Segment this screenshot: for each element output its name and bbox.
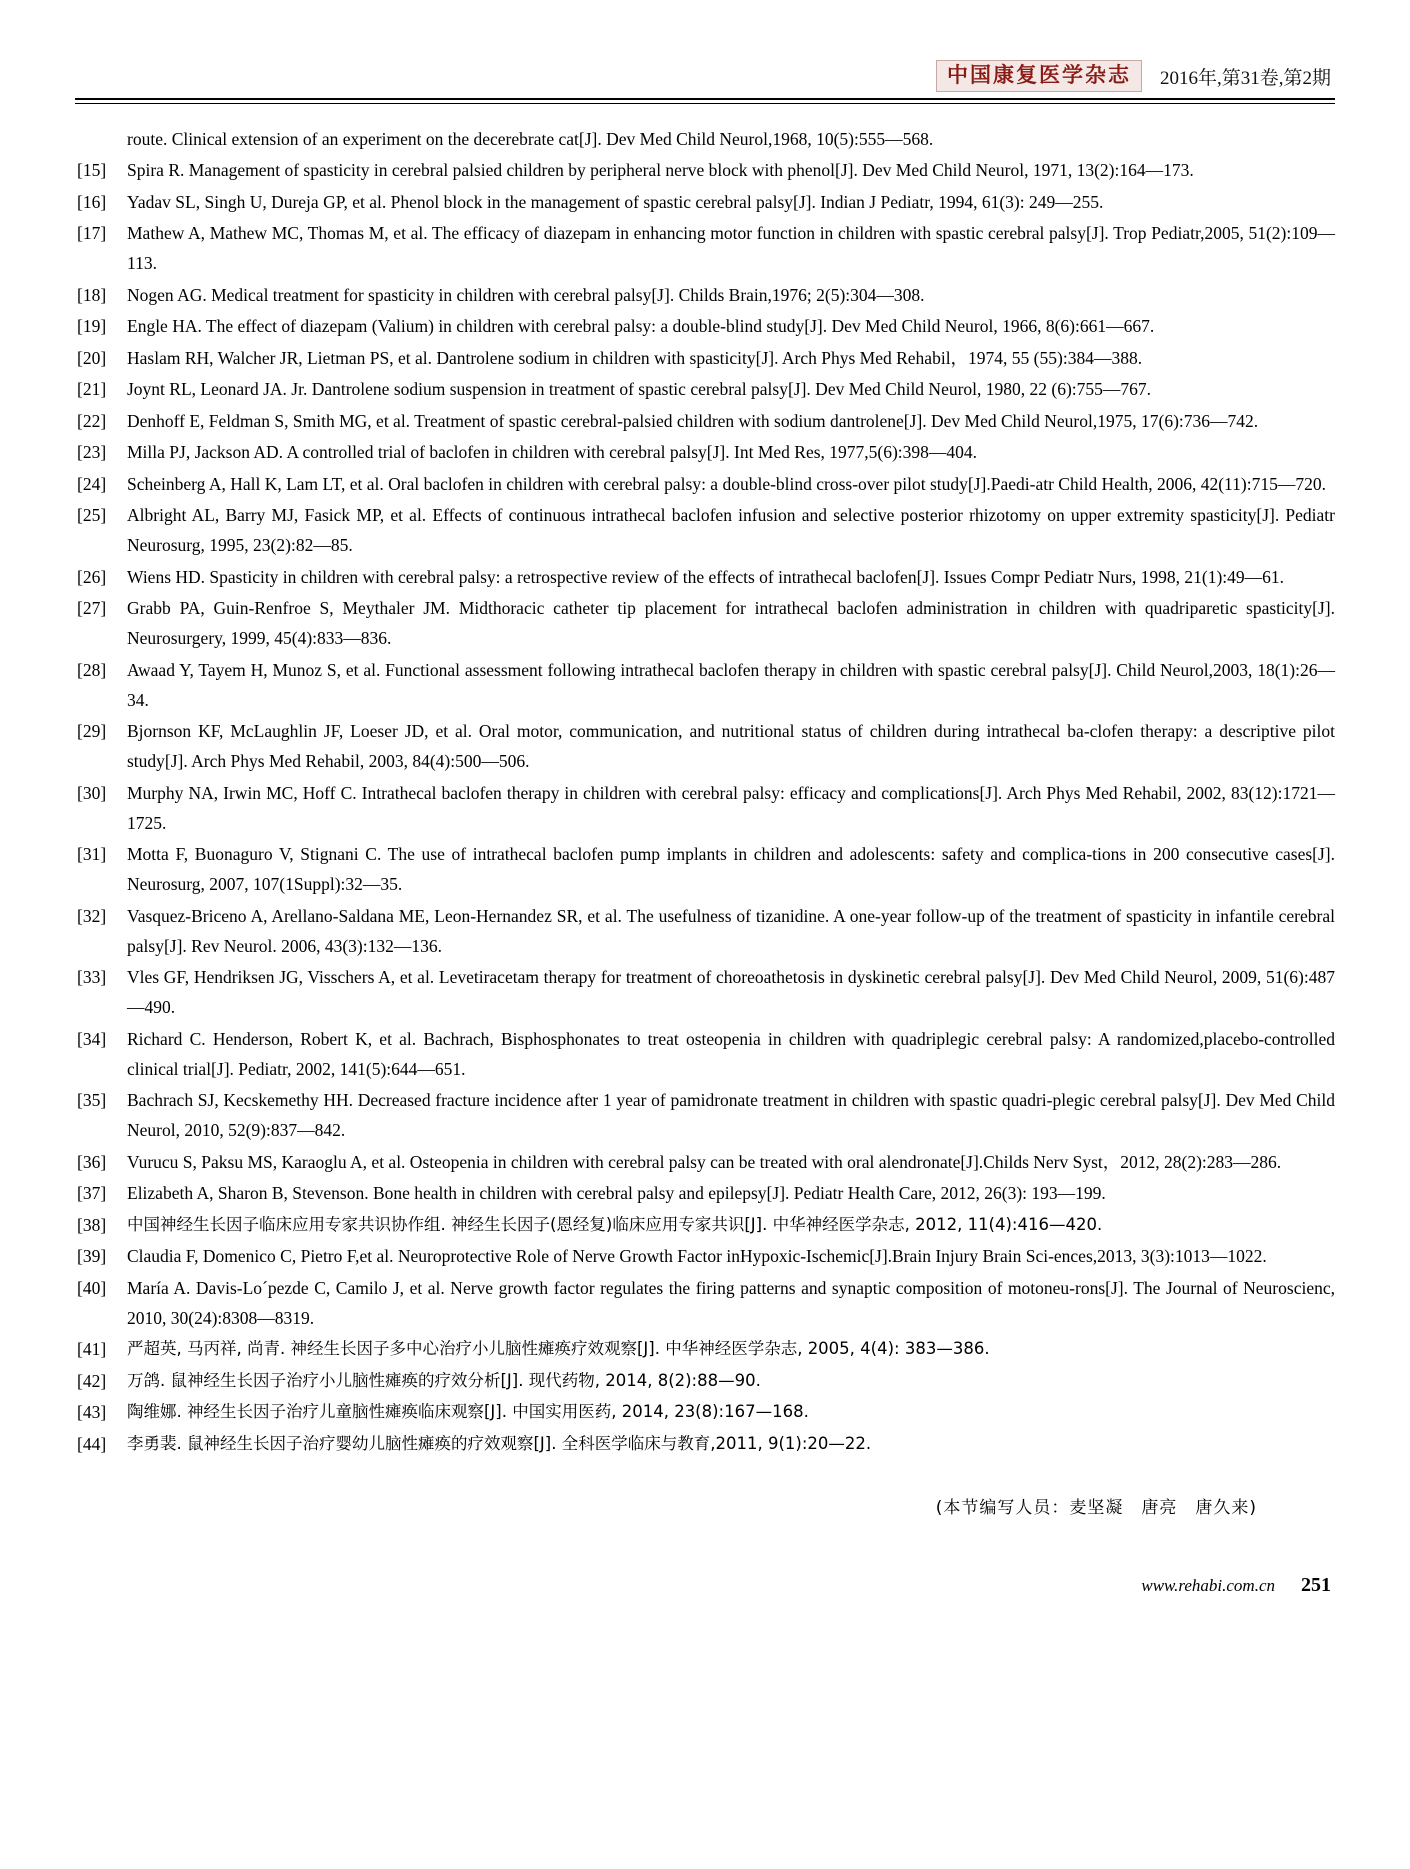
reference-text: Wiens HD. Spasticity in children with cerebral palsy: a retrospective review of the effects of intrathecal baclofen[J]. Issues Compr Pediatr Nurs, 1998, 21(1):49—61. [127,566,1285,587]
reference-item-34 [75,1024,1335,1084]
reference-number: [18] [77,284,107,305]
reference-text: Bachrach SJ, Kecskemethy HH. Decreased fracture incidence after 1 year of pamidronate treatment in children with spastic quadri-plegic cerebral palsy[J]. Dev Med Child Neurol, 2010, 52(9):837—842. [127,1090,1335,1140]
reference-text: route. Clinical extension of an experiment on the decerebrate cat[J]. Dev Med Child Neurol,1968, 10(5):555—568. [127,128,934,149]
reference-number: [19] [77,316,107,336]
reference-text: Haslam RH, Walcher JR, Lietman PS, et al. Dantrolene sodium in children with spasticity[J]. Arch Phys Med Rehabil，1974, 55 (55):384—388. [127,347,1143,368]
reference-text: Vasquez-Briceno A, Arellano-Saldana ME, Leon-Hernandez SR, et al. The usefulness of tizanidine. A one-year follow-up of the treatment of spasticity in infantile cerebral palsy[J]. Rev Neurol. 2006, 43(3):132—136. [127,905,1335,956]
reference-text: 严超英, 马丙祥, 尚青. 神经生长因子多中心治疗小儿脑性瘫痪疗效观察[J]. 中华神经医学杂志, 2005, 4(4): 383—386. [127,1339,990,1358]
reference-number: [32] [77,905,107,926]
reference-text: 陶维娜. 神经生长因子治疗儿童脑性瘫痪临床观察[J]. 中国实用医药, 2014, 23(8):167—168. [127,1402,809,1421]
reference-item-36 [75,1147,1335,1177]
reference-item-31 [75,839,1335,899]
reference-text: 万鸽. 鼠神经生长因子治疗小儿脑性瘫痪的疗效分析[J]. 现代药物, 2014, 8(2):88—90. [127,1370,761,1390]
reference-text: Claudia F, Domenico C, Pietro F,et al. Neuroprotective Role of Nerve Growth Factor inHypoxic-Ischemic[J].Brain Injury Brain Sci-ences,2013, 3(3):1013—1022. [127,1246,1267,1266]
reference-item-19 [75,311,1335,341]
reference-text: Vurucu S, Paksu MS, Karaoglu A, et al. Osteopenia in children with cerebral palsy can be treated with oral alendronate[J].Childs Nerv Syst，2012, 28(2):283—286. [127,1151,1282,1172]
reference-number: [29] [77,721,107,741]
reference-item-30 [75,778,1335,838]
reference-text: Vles GF, Hendriksen JG, Visschers A, et al. Levetiracetam therapy for treatment of choreoathetosis in dyskinetic cerebral palsy[J]. Dev Med Child Neurol, 2009, 51(6):487—490. [127,967,1335,1017]
header-rule-thick [75,98,1335,100]
reference-item-35 [75,1085,1335,1145]
reference-number: [25] [77,505,107,525]
reference-number: [16] [77,191,107,212]
reference-text: Motta F, Buonaguro V, Stignani C. The use of intrathecal baclofen pump implants in children and adolescents: safety and complica-tions in 200 consecutive cases[J]. Neurosurg, 2007, 107(1Suppl):32—35. [127,844,1335,894]
reference-number: [22] [77,410,107,431]
reference-item-43 [75,1397,1335,1427]
page-number: 251 [1301,1573,1331,1596]
reference-item-22 [75,406,1335,436]
page-footer [75,1574,1335,1597]
issue-info: 2016年,第31卷,第2期 [1159,68,1331,89]
reference-text: Joynt RL, Leonard JA. Jr. Dantrolene sodium suspension in treatment of spastic cerebral palsy[J]. Dev Med Child Neurol, 1980, 22 (6):755—767. [127,379,1152,399]
reference-item-40 [75,1273,1335,1333]
reference-text: Bjornson KF, McLaughlin JF, Loeser JD, et al. Oral motor, communication, and nutritional status of children during intrathecal ba-clofen therapy: a descriptive pilot study[J]. Arch Phys Med Rehabil, 2003, 84(4):500—506. [127,721,1335,771]
reference-number: [43] [77,1402,107,1422]
reference-text: Denhoff E, Feldman S, Smith MG, et al. Treatment of spastic cerebral-palsied children with sodium dantrolene[J]. Dev Med Child Neurol,1975, 17(6):736—742. [127,410,1259,431]
reference-text: Milla PJ, Jackson AD. A controlled trial of baclofen in children with cerebral palsy[J]. Int Med Res, 1977,5(6):398—404. [127,442,978,462]
reference-item-41 [75,1334,1335,1364]
reference-text: Yadav SL, Singh U, Dureja GP, et al. Phenol block in the management of spastic cerebral palsy[J]. Indian J Pediatr, 1994, 61(3): 249—255. [127,191,1104,212]
reference-text: Mathew A, Mathew MC, Thomas M, et al. The efficacy of diazepam in enhancing motor function in children with spastic cerebral palsy[J]. Trop Pediatr,2005, 51(2):109—113. [127,223,1335,273]
reference-continuation [75,124,1335,154]
reference-text: Nogen AG. Medical treatment for spasticity in children with cerebral palsy[J]. Childs Brain,1976; 2(5):304—308. [127,284,925,305]
journal-logo: 中国康复医学杂志 [936,60,1142,92]
reference-item-39 [75,1241,1335,1271]
reference-number: [15] [77,160,107,180]
reference-number: [23] [77,442,107,462]
reference-item-37 [75,1178,1335,1208]
page-header [75,40,1335,92]
reference-item-20 [75,343,1335,373]
reference-item-44 [75,1429,1335,1459]
reference-item-28 [75,655,1335,715]
reference-item-32 [75,901,1335,961]
reference-number: [36] [77,1151,107,1172]
reference-number: [28] [77,659,107,680]
reference-number: [34] [77,1028,107,1049]
reference-number: [39] [77,1246,107,1266]
reference-item-26 [75,562,1335,592]
reference-item-42 [75,1366,1335,1396]
reference-number: [35] [77,1090,107,1110]
reference-number: [24] [77,473,107,494]
reference-number: [27] [77,598,107,618]
journal-website: www.rehabi.com.cn [1141,1575,1275,1595]
reference-number: [31] [77,844,107,864]
reference-item-38 [75,1210,1335,1240]
reference-number: [21] [77,379,107,399]
reference-item-23 [75,437,1335,467]
reference-text: Scheinberg A, Hall K, Lam LT, et al. Oral baclofen in children with cerebral palsy: a double-blind cross-over pilot study[J].Paedi-atr Child Health, 2006, 42(11):715—720. [127,473,1326,494]
reference-text: María A. Davis-Lo´pezde C, Camilo J, et al. Nerve growth factor regulates the firing patterns and synaptic composition of motoneu-rons[J]. The Journal of Neuroscienc, 2010, 30(24):8308—8319. [127,1277,1335,1328]
reference-text: Engle HA. The effect of diazepam (Valium) in children with cerebral palsy: a double-blind study[J]. Dev Med Child Neurol, 1966, 8(6):661—667. [127,316,1155,336]
reference-number: [37] [77,1183,107,1203]
reference-number: [40] [77,1277,107,1298]
section-editors: (本节编写人员：麦坚凝 唐亮 唐久来) [935,1497,1257,1518]
reference-number: [41] [77,1339,107,1359]
reference-text: Albright AL, Barry MJ, Fasick MP, et al. Effects of continuous intrathecal baclofen infusion and selective posterior rhizotomy on upper extremity spasticity[J]. Pediatr Neurosurg, 1995, 23(2):82—85. [127,505,1335,555]
reference-text: Grabb PA, Guin-Renfroe S, Meythaler JM. Midthoracic catheter tip placement for intrathecal baclofen administration in children with quadriparetic spasticity[J]. Neurosurgery, 1999, 45(4):833—836. [127,598,1335,648]
reference-item-24 [75,469,1335,499]
reference-text: Elizabeth A, Sharon B, Stevenson. Bone health in children with cerebral palsy and epilepsy[J]. Pediatr Health Care, 2012, 26(3): 193—199. [127,1183,1106,1203]
reference-item-17 [75,218,1335,278]
reference-text: Murphy NA, Irwin MC, Hoff C. Intrathecal baclofen therapy in children with cerebral palsy: efficacy and complications[J]. Arch Phys Med Rehabil, 2002, 83(12):1721—1725. [127,782,1335,833]
reference-number: [33] [77,967,107,987]
reference-text: Richard C. Henderson, Robert K, et al. Bachrach, Bisphosphonates to treat osteopenia in children with quadriplegic cerebral palsy: A randomized,placebo-controlled clinical trial[J]. Pediatr, 2002, 141(5):644—651. [127,1028,1335,1079]
reference-number: [44] [77,1433,107,1454]
reference-number: [20] [77,347,107,368]
reference-number: [42] [77,1370,107,1391]
reference-number: [38] [77,1214,107,1235]
reference-item-33 [75,962,1335,1022]
reference-list [75,124,1335,1459]
reference-number: [26] [77,566,107,587]
reference-number: [17] [77,223,107,243]
reference-text: Spira R. Management of spasticity in cerebral palsied children by peripheral nerve block with phenol[J]. Dev Med Child Neurol, 1971, 13(2):164—173. [127,160,1194,180]
header-rule-thin [75,103,1335,104]
reference-number: [30] [77,782,107,803]
reference-item-25 [75,500,1335,560]
reference-item-29 [75,716,1335,776]
reference-text: 李勇裴. 鼠神经生长因子治疗婴幼儿脑性瘫痪的疗效观察[J]. 全科医学临床与教育,2011, 9(1):20—22. [127,1433,872,1453]
reference-text: 中国神经生长因子临床应用专家共识协作组. 神经生长因子(恩经复)临床应用专家共识[J]. 中华神经医学杂志, 2012, 11(4):416—420. [127,1214,1103,1234]
reference-item-21 [75,374,1335,404]
reference-item-15 [75,155,1335,185]
reference-text: Awaad Y, Tayem H, Munoz S, et al. Functional assessment following intrathecal baclofen therapy in children with spastic cerebral palsy[J]. Child Neurol,2003, 18(1):26—34. [127,659,1335,710]
reference-item-18 [75,280,1335,310]
reference-item-27 [75,593,1335,653]
reference-item-16 [75,187,1335,217]
